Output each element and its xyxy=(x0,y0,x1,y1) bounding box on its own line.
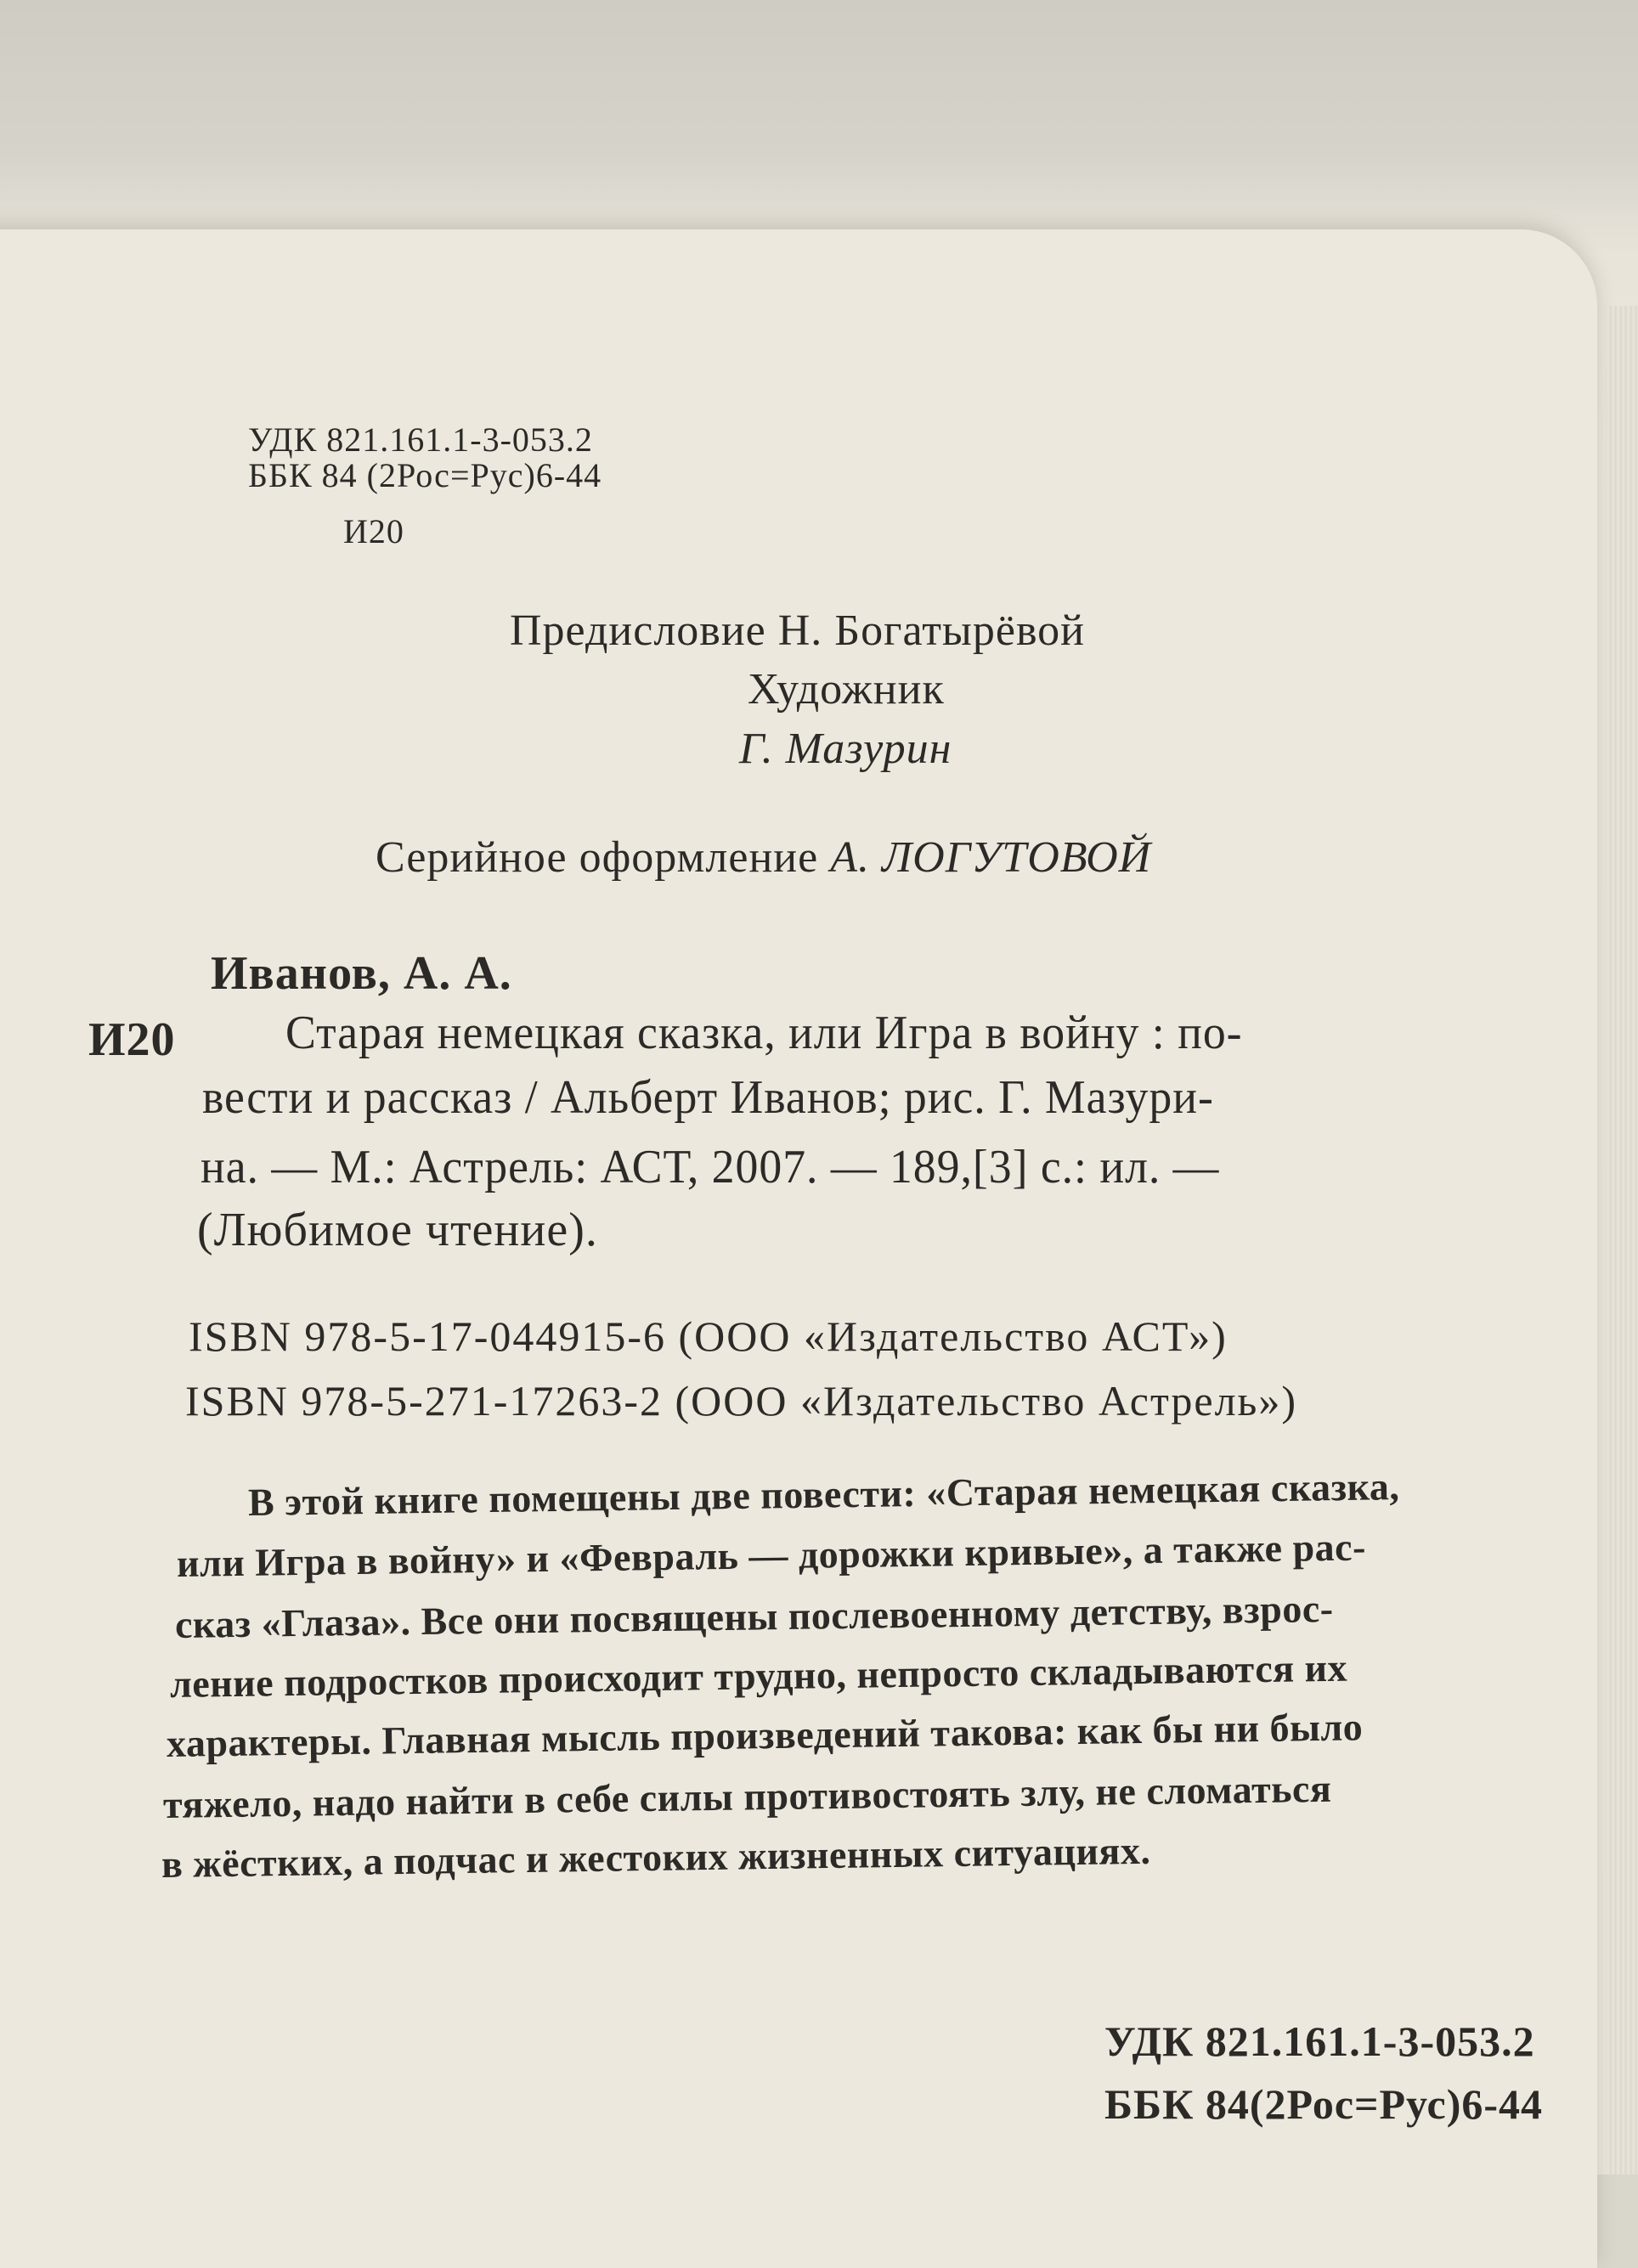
annotation-line: тяжело, надо найти в себе силы противостоять злу, не сломаться xyxy=(162,1766,1332,1826)
catalog-line: (Любимое чтение). xyxy=(197,1204,598,1256)
series-design-name: А. ЛОГУТОВОЙ xyxy=(830,833,1152,882)
catalog-line: Старая немецкая сказка, или Игра в войну : по- xyxy=(285,1007,1243,1059)
catalog-author: Иванов, А. А. xyxy=(211,947,512,1000)
bottom-udk-code: УДК 821.161.1-3-053.2 xyxy=(1104,2017,1535,2065)
annotation-line: характеры. Главная мысль произведений такова: как бы ни было xyxy=(166,1705,1364,1765)
catalog-index: И20 xyxy=(88,1013,176,1066)
artist-name: Г. Мазурин xyxy=(739,725,952,773)
top-author-index: И20 xyxy=(343,512,404,550)
catalog-line: на. — М.: Астрель: АСТ, 2007. — 189,[3] с.: ил. — xyxy=(201,1141,1220,1193)
artist-label: Художник xyxy=(748,665,945,714)
annotation-line: в жёстких, а подчас и жестоких жизненных ситуациях. xyxy=(161,1828,1151,1886)
annotation-line: В этой книге помещены две повести: «Старая немецкая сказка, xyxy=(247,1464,1400,1524)
isbn-line: ISBN 978-5-271-17263-2 (ООО «Издательство Астрель») xyxy=(185,1377,1298,1425)
series-design-credit xyxy=(376,833,1152,882)
catalog-line: вести и рассказ / Альберт Иванов; рис. Г. Мазури- xyxy=(202,1071,1214,1124)
top-bbk-code: ББК 84 (2Рос=Рус)6-44 xyxy=(248,456,602,494)
series-design-label: Серийное оформление xyxy=(376,833,819,882)
annotation-line: или Игра в войну» и «Февраль — дорожки кривые», а также рас- xyxy=(176,1525,1367,1585)
preface-credit: Предисловие Н. Богатырёвой xyxy=(510,606,1085,655)
annotation-line: ление подростков происходит трудно, непросто складываются их xyxy=(169,1645,1348,1706)
annotation-line: сказ «Глаза». Все они посвящены послевоенному детству, взрос- xyxy=(174,1586,1334,1646)
isbn-line: ISBN 978-5-17-044915-6 (ООО «Издательство АСТ») xyxy=(189,1312,1228,1360)
bottom-bbk-code: ББК 84(2Рос=Рус)6-44 xyxy=(1104,2080,1543,2128)
page-edges xyxy=(1606,306,1638,2175)
top-udk-code: УДК 821.161.1-3-053.2 xyxy=(248,420,593,459)
